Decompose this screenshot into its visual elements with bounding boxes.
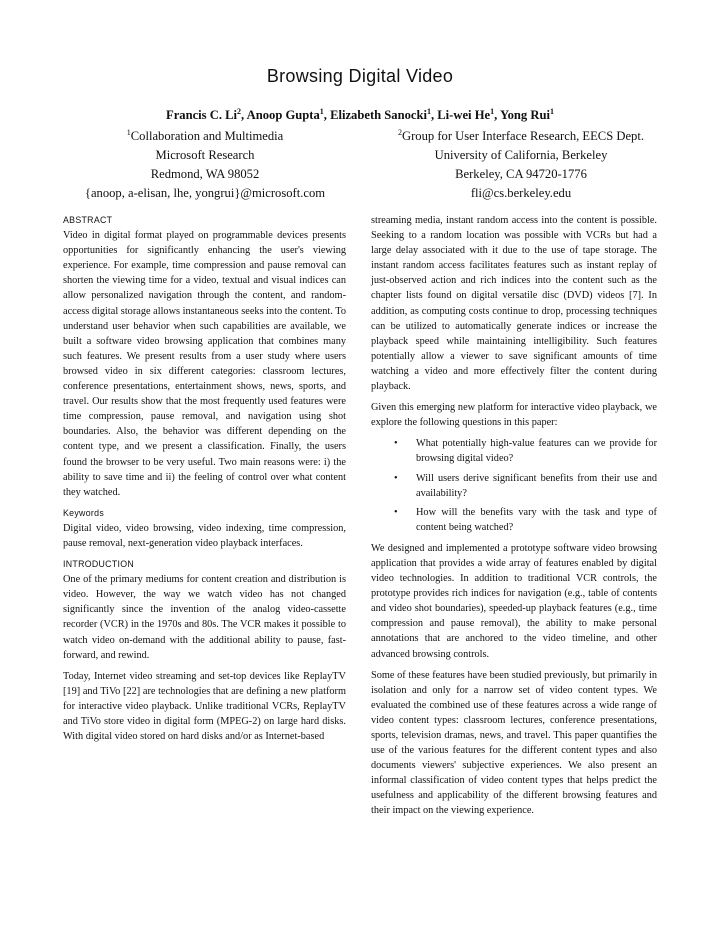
body-paragraph: Today, Internet video streaming and set-top devices like ReplayTV [19] and TiVo [22] are technologies that are defining a new platform for interactive video playback. Unlike traditional VCRs, ReplayTV and TiVo store video in digital form (MPEG-2) on large hard disks. With digital video stored on hard disks and/or as Internet-based [63, 670, 346, 743]
body-paragraph: Given this emerging new platform for interactive video playback, we explore the following questions in this paper: [371, 402, 657, 429]
body-paragraph: One of the primary mediums for content creation and distribution is video. However, the way we watch video has not changed significantly since the invention of the analog video-cassette recorder (VCR) in the 1970s and 80s. The VCR makes it possible to watch video on-demand with the additional ability to pause, fast-forward, and rewind. [63, 574, 346, 661]
author: Francis C. Li$^2$, [166, 106, 247, 122]
body-paragraph: streaming media, instant random access into the content is possible. Seeking to a random location was possible with VCRs but had a large delay associated with it due to the use of tape storage. The instant random access facilitates features such as instant replay of just-observed action and rich indices into the content such as the chapter lists found on digital versatile disc (DVD) videos [7]. In addition, as computing costs continue to drop, processing techniques can be utilized to automatically generate indices or increase the playback speed while maintaining intelligibility. Such features potentially allow a viewer to save significant amounts of time watching a video and more effectively filter the content during playback. [371, 215, 657, 393]
introduction-heading: INTRODUCTION [63, 559, 135, 570]
paper-title: Browsing Digital Video [266, 66, 454, 86]
right-column [371, 213, 657, 825]
abstract-heading: ABSTRACT [63, 215, 113, 225]
affiliation-line: Berkeley, CA 94720-1776 [455, 167, 587, 181]
list-item: • Will users derive significant benefits from their use and availability? [394, 472, 657, 499]
body-paragraph: We designed and implemented a prototype software video browsing application that provides a wide array of features enabled by digital video technologies. In addition to traditional VCR controls, the prototype provides rich indices for navigation (e.g., table of contents and video shot boundaries), speeded-up playback features (e.g., time compression and pause removal), the ability to make personal annotations that are anchored to the video timeline, and other advanced browsing controls. [371, 542, 657, 660]
affiliation-microsoft [60, 127, 350, 203]
author: Anoop Gupta$^1$, [246, 106, 331, 122]
affiliation-line: University of California, Berkeley [434, 148, 608, 162]
author-list [0, 108, 720, 123]
bullet-icon: • [394, 472, 398, 484]
list-item: • How will the benefits vary with the task and type of content being watched? [394, 506, 657, 533]
affiliation-line: $^1$Collaboration and Multimedia [126, 127, 284, 143]
affiliation-email: fli@cs.berkeley.edu [470, 186, 572, 200]
author: Li-wei He$^1$, [437, 106, 500, 122]
affiliation-line: Redmond, WA 98052 [150, 167, 260, 181]
list-item: • What potentially high-value features can we provide for browsing digital video? [394, 438, 657, 465]
body-paragraph: Some of these features have been studied previously, but primarily in isolation and only for a narrow set of video content types. We evaluated the combined use of these features across a wide range of video content types: classroom lectures, conference presentations, sports, television dramas, news, and travel. This paper quantifies the use of the various features for the different content types and also documents viewers' subjective experiences. We also present an informal classification of video content types that helps predict the usefulness and applicability of the different browsing features and their impact on the viewing experience. [371, 669, 657, 817]
abstract-text: Video in digital format played on programmable devices presents opportunities for significantly enhancing the user's viewing experience. For example, time compression and pause removal can shorten the viewing time for a video, textual and visual indices can allow personalized navigation through the content, and random-access digital storage allows instantaneous seeks into the content. To understand user behavior when such capabilities are available, we built a software video browsing application that combines many such features. We present results from a user study where users browsed video in six different categories: classroom lectures, conference presentations, entertainment shows, news, sports, and travel. Our results show that the most frequently used features were time compression, pause removal, and navigation using shot boundaries. Also, the behavior was different depending on the content type, and we present a classification. Finally, the users found the browser to be very useful. Two main reasons were: i) the ability to save time and ii) the feeling of control over what content they watched. [63, 230, 346, 498]
bullet-icon: • [394, 438, 398, 450]
author: Elizabeth Sanocki$^1$, [330, 106, 438, 122]
bullet-icon: • [394, 506, 398, 518]
affiliation-line: Microsoft Research [155, 148, 255, 162]
affiliation-line: $^2$Group for User Interface Research, EECS Dept. [398, 127, 644, 143]
keywords-heading: Keywords [63, 507, 105, 518]
keywords-text: Digital video, video browsing, video indexing, time compression, pause removal, next-generation video playback interfaces. [63, 522, 346, 549]
left-column [63, 213, 346, 750]
question-list [371, 436, 657, 535]
affiliation-email: {anoop, a-elisan, lhe, yongrui}@microsoft.com [84, 186, 326, 200]
author: Yong Rui$^1$ [499, 106, 554, 122]
affiliation-berkeley [366, 127, 676, 203]
